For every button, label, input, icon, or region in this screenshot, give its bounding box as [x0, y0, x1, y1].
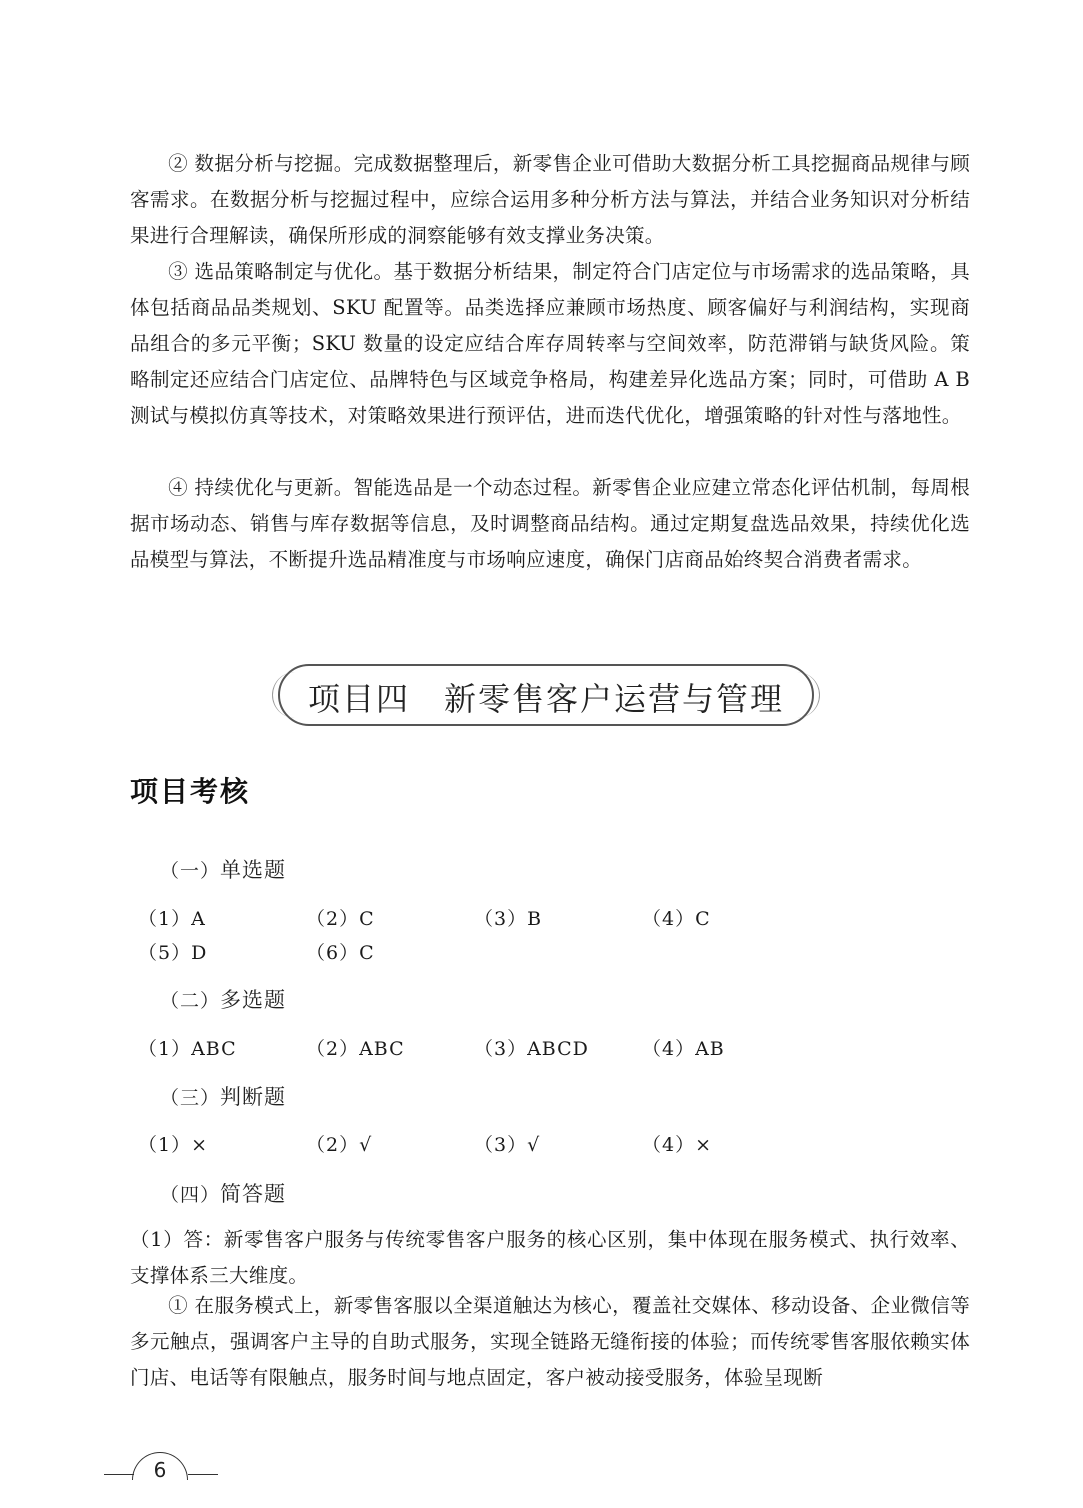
answer-item: （3）B [474, 908, 543, 930]
paragraph-text: ① 在服务模式上，新零售客服以全渠道触达为核心，覆盖社交媒体、移动设备、企业微信等多元触点，强调客户主导的自助式服务，实现全链路无缝衔接的体验；而传统零售客服依赖实体门店、电话等有限触点，服务时间与地点固定，客户被动接受服务，体验呈现断 [130, 1294, 970, 1389]
answer-item: （2）C [306, 908, 375, 930]
answer-item: （4）AB [642, 1038, 725, 1060]
short-answer-intro [130, 1222, 970, 1294]
footer-rule-left [104, 1474, 134, 1475]
paragraph-text: （1）答：新零售客户服务与传统零售客户服务的核心区别，集中体现在服务模式、执行效率、支撑体系三大维度。 [130, 1228, 970, 1287]
heading-label: 判断题 [220, 1085, 287, 1109]
short-answer-point-1 [130, 1288, 970, 1396]
multiple-choice-heading [160, 984, 286, 1014]
paragraph-text: ③ 选品策略制定与优化。基于数据分析结果，制定符合门店定位与市场需求的选品策略，具体包括商品品类规划、SKU 配置等。品类选择应兼顾市场热度、顾客偏好与利润结构，实现商品组合的多元平衡；SKU 数量的设定应结合库存周转率与空间效率，防范滞销与缺货风险。策略制定还应结合门店定位、品牌特色与区域竞争格局，构建差异化选品方案；同时，可借助 A B 测试与模拟仿真等技术，对策略效果进行预评估，进而迭代优化，增强策略的针对性与落地性。 [130, 260, 970, 427]
answer-item: （4）× [642, 1134, 713, 1156]
project-title: 项目四 新零售客户运营与管理 [307, 680, 784, 718]
answer-item: （1）ABC [138, 1038, 237, 1060]
answer-item: （1）A [138, 908, 206, 930]
heading-number: （四） [160, 1184, 221, 1206]
answer-item: （2）√ [306, 1134, 373, 1156]
page-number: 6 [153, 1458, 167, 1482]
paragraph-text: ② 数据分析与挖掘。完成数据整理后，新零售企业可借助大数据分析工具挖掘商品规律与顾客需求。在数据分析与挖掘过程中，应综合运用多种分析方法与算法，并结合业务知识对分析结果进行合理解读，确保所形成的洞察能够有效支撑业务决策。 [130, 152, 970, 247]
true-false-row [138, 1130, 838, 1160]
multiple-choice-row [138, 1034, 838, 1064]
true-false-heading [160, 1081, 286, 1111]
project-title-frame [278, 664, 814, 726]
paragraph-strategy [130, 254, 970, 434]
heading-number: （一） [160, 860, 221, 882]
answer-item: （4）C [642, 908, 711, 930]
heading-label: 多选题 [220, 988, 287, 1012]
answer-item: （3）√ [474, 1134, 541, 1156]
heading-number: （二） [160, 990, 221, 1012]
answer-item: （2）ABC [306, 1038, 405, 1060]
single-choice-heading [160, 854, 286, 884]
answer-item: （3）ABCD [474, 1038, 589, 1060]
heading-label: 简答题 [220, 1182, 287, 1206]
short-answer-heading [160, 1178, 286, 1208]
heading-number: （三） [160, 1087, 221, 1109]
answer-item: （5）D [138, 942, 208, 964]
footer-rule-right [188, 1474, 218, 1475]
paragraph-text: ④ 持续优化与更新。智能选品是一个动态过程。新零售企业应建立常态化评估机制，每周根据市场动态、销售与库存数据等信息，及时调整商品结构。通过定期复盘选品效果，持续优化选品模型与算法，不断提升选品精准度与市场响应速度，确保门店商品始终契合消费者需求。 [130, 476, 970, 571]
heading-label: 单选题 [220, 858, 287, 882]
single-choice-row-1 [138, 904, 838, 934]
section-heading: 项目考核 [130, 775, 251, 808]
paragraph-optimization [130, 470, 970, 578]
paragraph-data-analysis [130, 146, 970, 254]
answer-item: （6）C [306, 942, 375, 964]
single-choice-row-2 [138, 938, 838, 968]
answer-item: （1）× [138, 1134, 209, 1156]
